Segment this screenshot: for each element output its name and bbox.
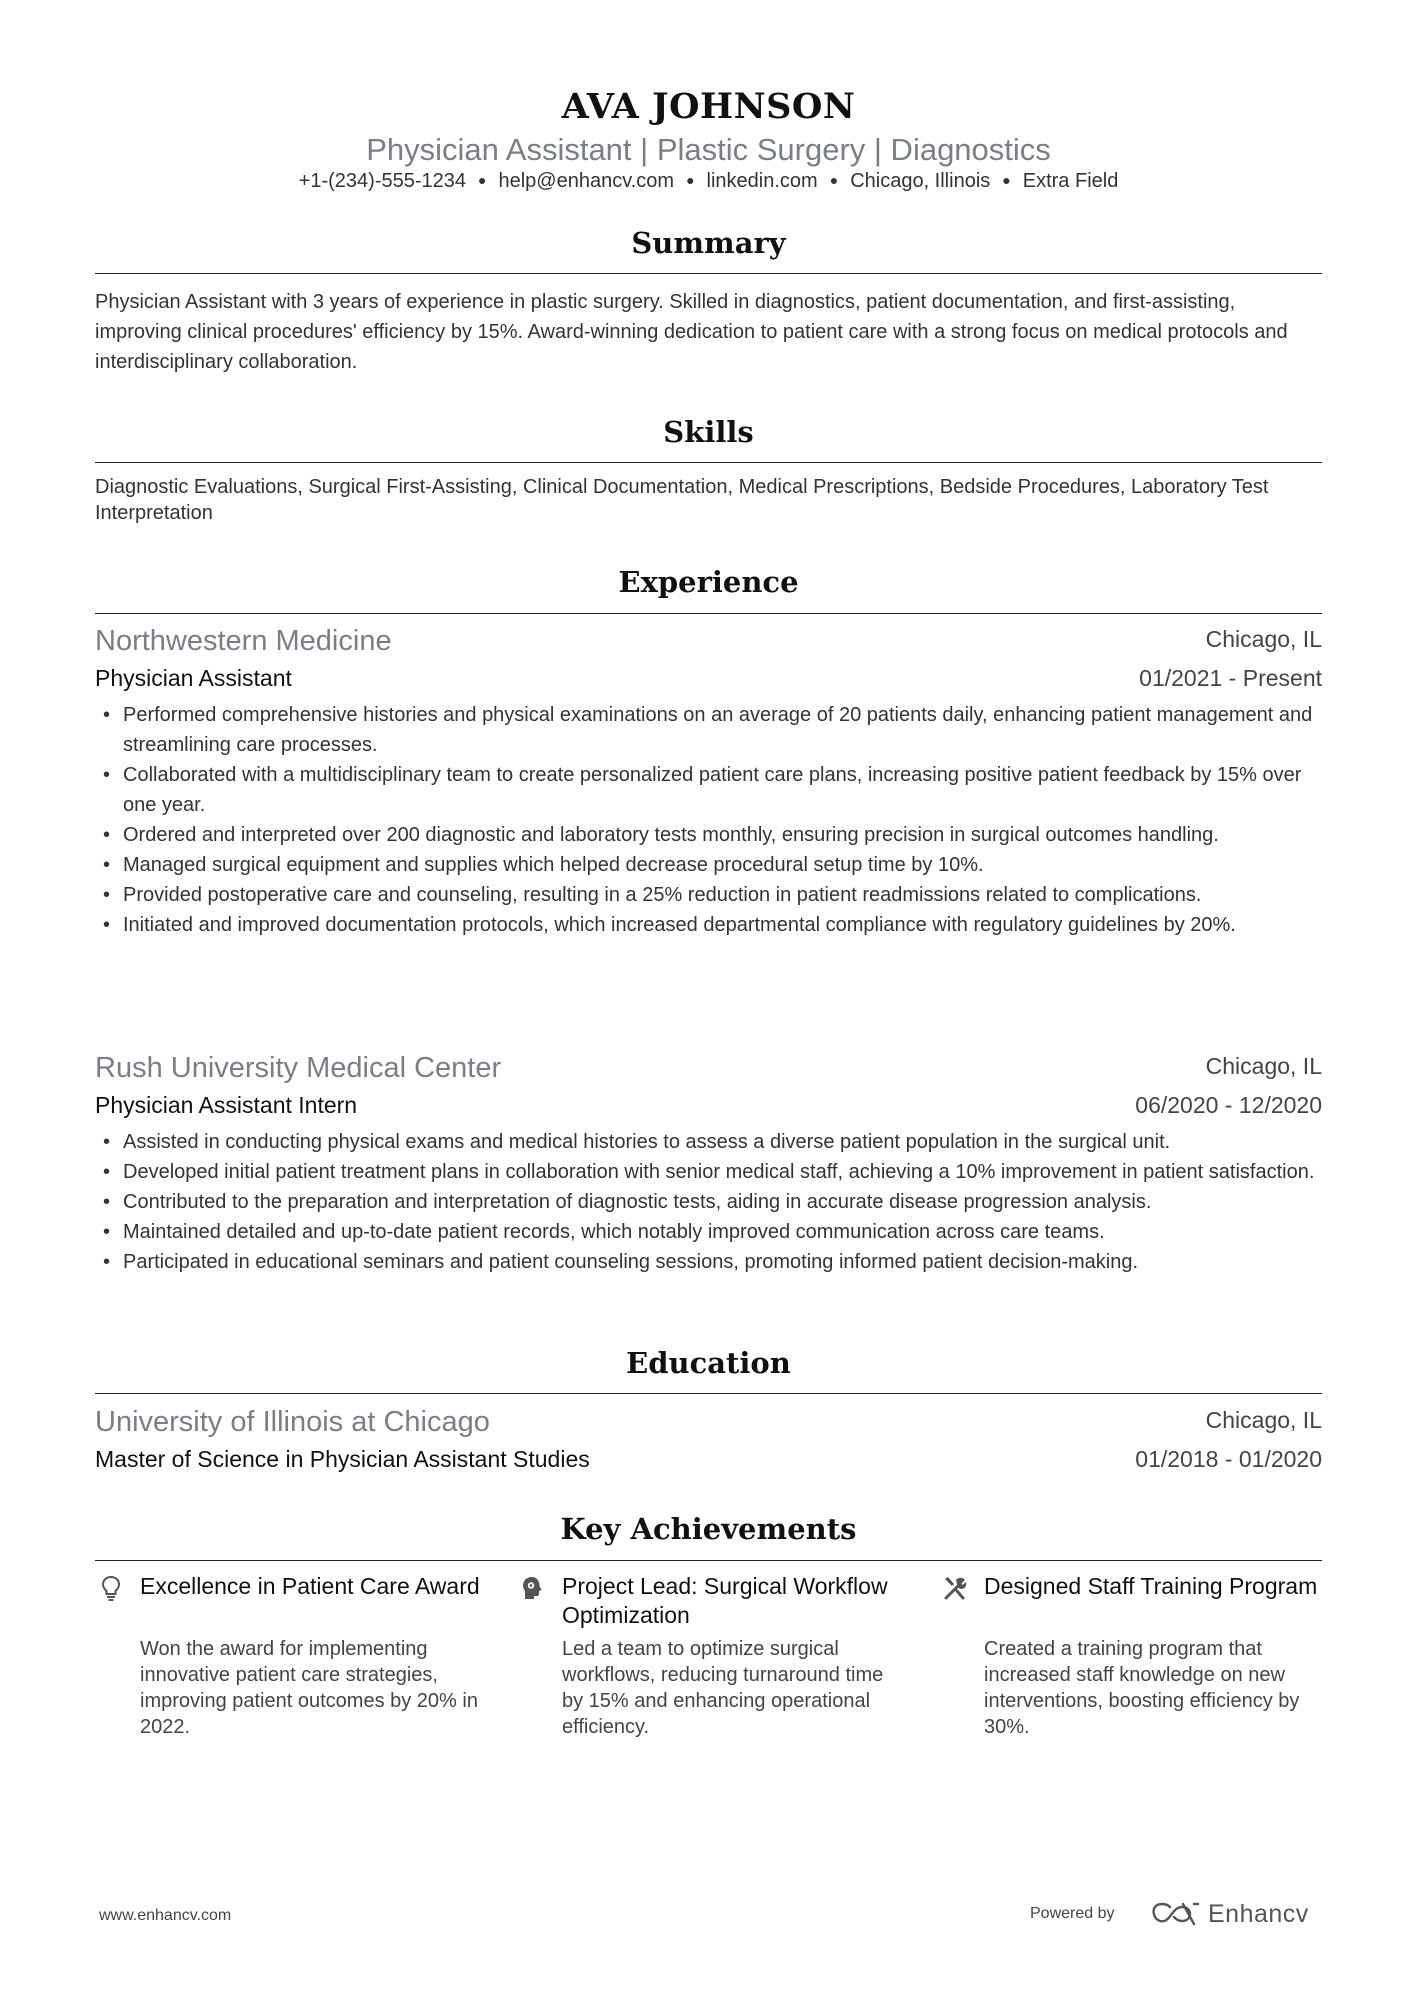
job-location: Chicago, IL (1205, 626, 1322, 652)
footer-powered-by: Powered by (1030, 1905, 1115, 1922)
job-company: Rush University Medical Center (95, 1052, 502, 1084)
enhancv-logo-icon (1150, 1901, 1200, 1927)
education-degree: Master of Science in Physician Assistant Studies (95, 1446, 590, 1472)
contact-extra: Extra Field (1022, 170, 1119, 192)
job-company: Northwestern Medicine (95, 625, 392, 657)
achievement-title: Excellence in Patient Care Award (140, 1573, 480, 1599)
footer-website-link[interactable]: www.enhancv.com (99, 1907, 232, 1924)
achievement-description: Won the award for implementing innovative patient care strategies, improving patient outcomes by 20% in 2022. (140, 1638, 478, 1738)
separator-dot: ● (1002, 172, 1011, 188)
list-item: • Managed surgical equipment and supplies which helped decrease procedural setup time by 10%. (95, 850, 1322, 880)
section-divider (95, 1393, 1322, 1394)
separator-dot: ● (478, 172, 487, 188)
candidate-name: AVA JOHNSON (561, 86, 856, 127)
section-divider (95, 1560, 1322, 1561)
achievement-description: Led a team to optimize surgical workflows, reducing turnaround time by 15% and enhancing operational efficiency. (562, 1638, 884, 1738)
section-divider (95, 613, 1322, 614)
separator-dot: ● (829, 172, 839, 188)
list-item: • Performed comprehensive histories and physical examinations on an average of 20 patients daily, enhancing patient management and streamlining care processes. (95, 700, 1322, 760)
summary-heading: Summary (631, 226, 786, 260)
education-location: Chicago, IL (1205, 1407, 1322, 1433)
contact-email[interactable]: help@enhancv.com (498, 170, 675, 192)
skills-text: Diagnostic Evaluations, Surgical First-Assisting, Clinical Documentation, Medical Prescriptions, Bedside Procedures, Laboratory Test Interpretation (95, 476, 1269, 524)
job-bullets (95, 700, 1322, 940)
job-role: Physician Assistant (95, 665, 292, 691)
summary-text: Physician Assistant with 3 years of experience in plastic surgery. Skilled in diagnostics, patient documentation, and first-assisting, improving clinical procedures' efficiency by 15%. Award-winning dedication to patient care with a strong focus on medical protocols and interdisciplinary collaboration. (95, 291, 1288, 373)
experience-heading: Experience (618, 565, 799, 599)
contact-line (95, 170, 1322, 193)
lightbulb-icon (98, 1574, 124, 1602)
education-school: University of Illinois at Chicago (95, 1406, 490, 1438)
achievement-description: Created a training program that increased staff knowledge on new interventions, boosting efficiency by 30%. (984, 1638, 1300, 1738)
head-gear-icon (520, 1574, 546, 1602)
job-role: Physician Assistant Intern (95, 1092, 358, 1118)
section-divider (95, 273, 1322, 274)
job-location: Chicago, IL (1205, 1053, 1322, 1079)
achievement-title: Designed Staff Training Program (984, 1573, 1318, 1599)
contact-phone: +1-(234)-555-1234 (298, 170, 467, 192)
list-item: • Provided postoperative care and counseling, resulting in a 25% reduction in patient readmissions related to complications. (95, 880, 1322, 910)
contact-linkedin[interactable]: linkedin.com (706, 170, 818, 192)
section-divider (95, 462, 1322, 463)
list-item: • Ordered and interpreted over 200 diagnostic and laboratory tests monthly, ensuring precision in surgical outcomes handling. (95, 820, 1322, 850)
list-item: • Maintained detailed and up-to-date patient records, which notably improved communication across care teams. (95, 1217, 1322, 1247)
headline: Physician Assistant | Plastic Surgery | Diagnostics (366, 132, 1051, 167)
job-dates: 06/2020 - 12/2020 (1135, 1092, 1322, 1118)
job-dates: 01/2021 - Present (1139, 665, 1322, 691)
list-item: • Initiated and improved documentation protocols, which increased departmental compliance with regulatory guidelines by 20%. (95, 910, 1322, 940)
contact-location: Chicago, Illinois (850, 170, 991, 192)
separator-dot: ● (686, 172, 695, 188)
list-item: • Contributed to the preparation and interpretation of diagnostic tests, aiding in accurate disease progression analysis. (95, 1187, 1322, 1217)
achievements-heading: Key Achievements (560, 1512, 857, 1546)
list-item: • Developed initial patient treatment plans in collaboration with senior medical staff, achieving a 10% improvement in patient satisfaction. (95, 1157, 1322, 1187)
list-item: • Assisted in conducting physical exams and medical histories to assess a diverse patient population in the surgical unit. (95, 1127, 1322, 1157)
skills-heading: Skills (663, 415, 754, 449)
job-bullets (95, 1127, 1322, 1277)
education-heading: Education (626, 1346, 791, 1380)
enhancv-brand-text: Enhancv (1208, 1900, 1309, 1928)
education-dates: 01/2018 - 01/2020 (1135, 1446, 1322, 1472)
achievement-title: Project Lead: Surgical Workflow Optimization (562, 1573, 888, 1628)
list-item: • Collaborated with a multidisciplinary team to create personalized patient care plans, increasing positive patient feedback by 15% over one year. (95, 760, 1322, 820)
tools-icon (942, 1574, 968, 1602)
list-item: • Participated in educational seminars and patient counseling sessions, promoting informed patient decision-making. (95, 1247, 1322, 1277)
